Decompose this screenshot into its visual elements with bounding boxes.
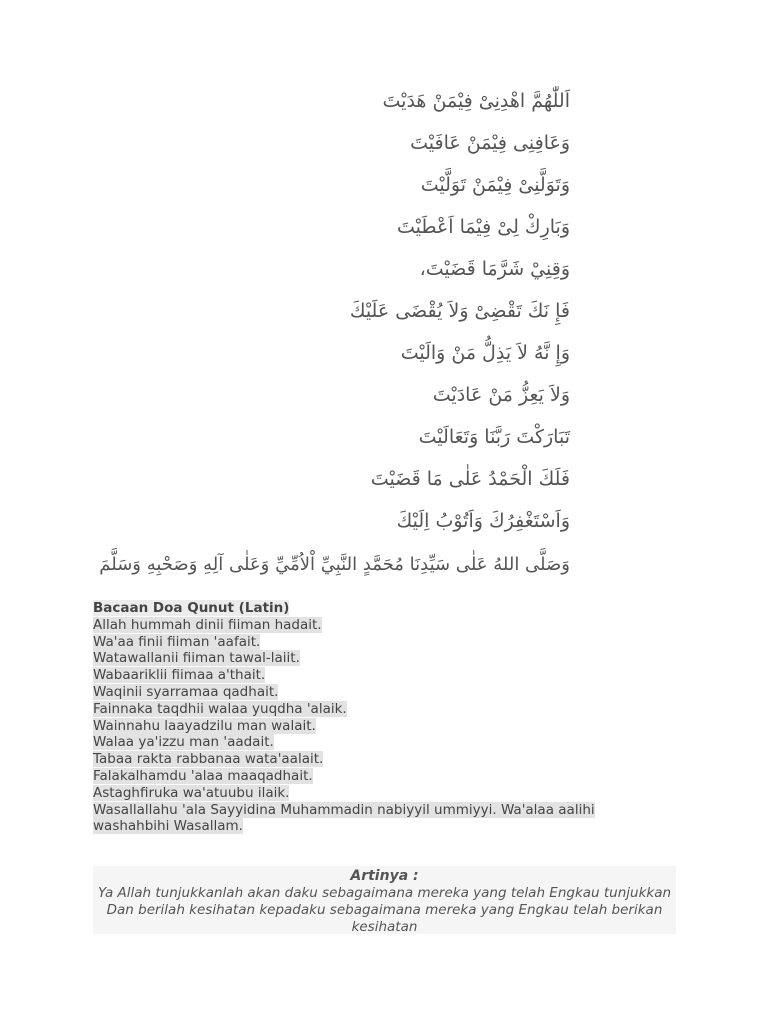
arabic-line-4: وَبَارِكْ لِىْ فِيْمَا اَعْطَيْتَ <box>396 216 570 238</box>
translation-line-3: kesihatan <box>351 919 418 935</box>
arabic-line-2: وَعَافِنِى فِيْمَنْ عَافَيْتَ <box>410 132 570 154</box>
latin-title: Bacaan Doa Qunut (Latin) <box>93 600 290 616</box>
arabic-line-12: وَصَلَّى اللهُ عَلٰى سَيِّدِنَا مُحَمَّدٍ النَّبِيِّ اْلاُمِّيِّ وَعَلٰى آلِهِ وَصَحْبِهِ وَسَلَّمَ <box>99 554 570 575</box>
latin-line-10: Falakalhamdu 'alaa maaqadhait. <box>93 767 313 784</box>
latin-line-1: Allah hummah dinii fiiman hadait. <box>93 616 322 633</box>
arabic-line-8: وَلاَ يَعِزُّ مَنْ عَادَيْتَ <box>432 384 570 406</box>
latin-line-5: Waqinii syarramaa qadhait. <box>93 683 279 700</box>
latin-line-4: Wabaariklii fiimaa a'thait. <box>93 667 266 684</box>
translation-line-2: Dan berilah kesihatan kepadaku sebagaimana mereka yang Engkau telah berikan <box>106 902 663 918</box>
translation-line-1: Ya Allah tunjukkanlah akan daku sebagaimana mereka yang telah Engkau tunjukkan <box>97 885 672 901</box>
arabic-prayer-text <box>99 80 570 588</box>
arabic-line-5: وَقِنِيْ شَرَّمَا قَضَيْتَ، <box>419 258 570 280</box>
arabic-line-1: اَللّٰهُمَّ اهْدِنِىْ فِيْمَنْ هَدَيْتَ <box>382 90 570 112</box>
arabic-line-11: وَاَسْتَغْفِرُكَ وَاَتُوْبُ اِلَيْكَ <box>396 510 570 532</box>
arabic-line-3: وَتَوَلَّنِىْ فِيْمَنْ تَوَلَّيْتَ <box>420 174 570 196</box>
latin-line-2: Wa'aa finii fiiman 'aafait. <box>93 633 261 650</box>
latin-line-13: washahbihi Wasallam. <box>93 818 243 835</box>
translation-box <box>93 866 676 934</box>
latin-line-7: Wainnahu laayadzilu man walait. <box>93 717 316 734</box>
latin-line-6: Fainnaka taqdhii walaa yuqdha 'alaik. <box>93 700 347 717</box>
arabic-line-7: وَإِ نَّهُ لاَ يَذِلُّ مَنْ وَالَيْتَ <box>400 342 570 364</box>
latin-transliteration <box>93 600 613 835</box>
latin-line-3: Watawallanii fiiman tawal-laiit. <box>93 650 300 667</box>
arabic-line-10: فَلَكَ الْحَمْدُ عَلٰى مَا قَضَيْتَ <box>370 468 570 490</box>
translation-heading: Artinya : <box>350 868 419 884</box>
latin-line-12: Wasallallahu 'ala Sayyidina Muhammadin nabiyyil ummiyyi. Wa'alaa aalihi <box>93 801 595 818</box>
latin-line-9: Tabaa rakta rabbanaa wata'aalait. <box>93 751 324 768</box>
arabic-line-9: تَبَارَكْتَ رَبَّنَا وَتَعَالَيْتَ <box>418 426 570 448</box>
arabic-line-6: فَإِ نَكَ تَقْضِىْ وَلاَ يُقْضَى عَلَيْكَ <box>349 300 570 322</box>
latin-line-11: Astaghfiruka wa'atuubu ilaik. <box>93 784 290 801</box>
latin-line-8: Walaa ya'izzu man 'aadait. <box>93 734 274 751</box>
